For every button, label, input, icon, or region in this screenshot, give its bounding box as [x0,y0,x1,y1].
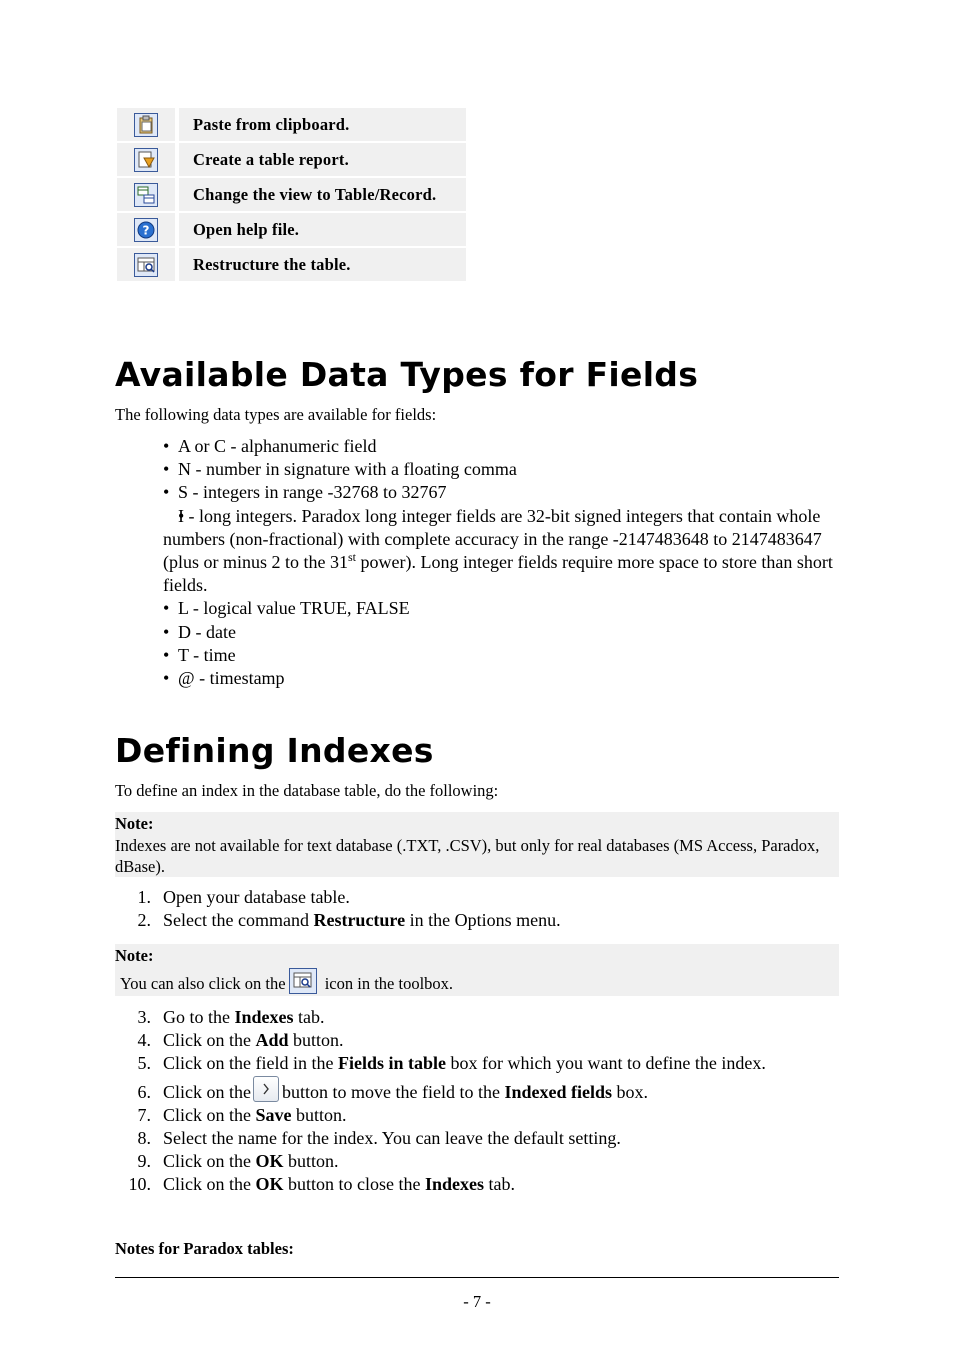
toolbar-row-view [117,178,466,211]
toolbar-row-paste [117,108,466,141]
help-icon [134,218,158,242]
list-item: • A or C - alphanumeric field [163,435,835,458]
clipboard-paste-icon [134,113,158,137]
note-title: Note: [115,814,154,833]
table-record-view-icon [134,183,158,207]
section-heading-defining-indexes: Defining Indexes [115,731,434,770]
list-item: • S - integers in range -32768 to 32767 [163,481,835,504]
note-title: Note: [115,946,154,965]
list-item: 7. Click on the Save button. [137,1105,347,1125]
toolbar-icon-table [117,108,466,283]
superscript-st: st [348,550,357,565]
toolbar-row-label: Create a table report. [179,143,466,176]
long-integer-text-end: power). Long integer fields require more space to store than short fields. [163,552,833,596]
note-text: Indexes are not available for text database (.TXT, .CSV), but only for real databases (MS Access, Paradox, dBase). [115,835,820,876]
section-intro: To define an index in the database table, do the following: [115,781,499,800]
list-item: • L - logical value TRUE, FALSE [163,597,835,620]
list-item: 5. Click on the field in the Fields in table box for which you want to define the index. [137,1053,766,1073]
toolbar-row-restructure [117,248,466,281]
list-item: • @ - timestamp [163,667,835,690]
note-text: You can also click on the [120,974,286,993]
note-box [115,944,839,996]
toolbar-row-label: Paste from clipboard. [179,108,466,141]
list-item: 3. Go to the Indexes tab. [137,1007,325,1027]
list-item: 2. Select the command Restructure in the Options menu. [137,910,561,930]
toolbar-row-help [117,213,466,246]
steps-list-a [115,886,839,932]
list-item: 8. Select the name for the index. You can leave the default setting. [137,1128,621,1148]
steps-list-c [115,1104,839,1196]
restructure-table-icon [134,253,158,277]
list-item: 4. Click on the Add button. [137,1030,344,1050]
section-heading-data-types: Available Data Types for Fields [115,355,699,394]
move-right-button-icon [253,1076,279,1102]
toolbar-row-label: Change the view to Table/Record. [179,178,466,211]
toolbar-row-label: Restructure the table. [179,248,466,281]
list-item [163,505,835,598]
list-item: 1. Open your database table. [137,887,350,907]
data-types-list [163,435,835,690]
note-box [115,812,839,877]
steps-list-b [115,1006,839,1075]
table-report-icon [134,148,158,172]
footer-divider [115,1277,839,1278]
long-integer-text: I - long integers. Paradox long integer fields are 32-bit signed integers that contain whole numbers (non-fractional) with complete accuracy in the range -2147483648 to 2147483647 (plus or minus 2 to the 31 [163,505,822,573]
subheading-paradox-notes: Notes for Paradox tables: [115,1239,294,1258]
list-item: • D - date [163,621,835,644]
list-item: 9. Click on the OK button. [137,1151,339,1171]
list-item: 6. Click on the button to move the field to the Indexed fields box. [115,1076,839,1108]
list-item: • T - time [163,644,835,667]
list-item: 10. Click on the OK button to close the Indexes tab. [128,1174,516,1194]
note-text: icon in the toolbox. [320,974,454,993]
list-item: • N - number in signature with a floating comma [163,458,835,481]
page-number: - 7 - [463,1292,491,1311]
restructure-table-icon [289,968,317,994]
toolbar-row-label: Open help file. [179,213,466,246]
section-intro: The following data types are available for fields: [115,405,437,424]
toolbar-row-report [117,143,466,176]
svg-text:?: ? [142,223,150,237]
